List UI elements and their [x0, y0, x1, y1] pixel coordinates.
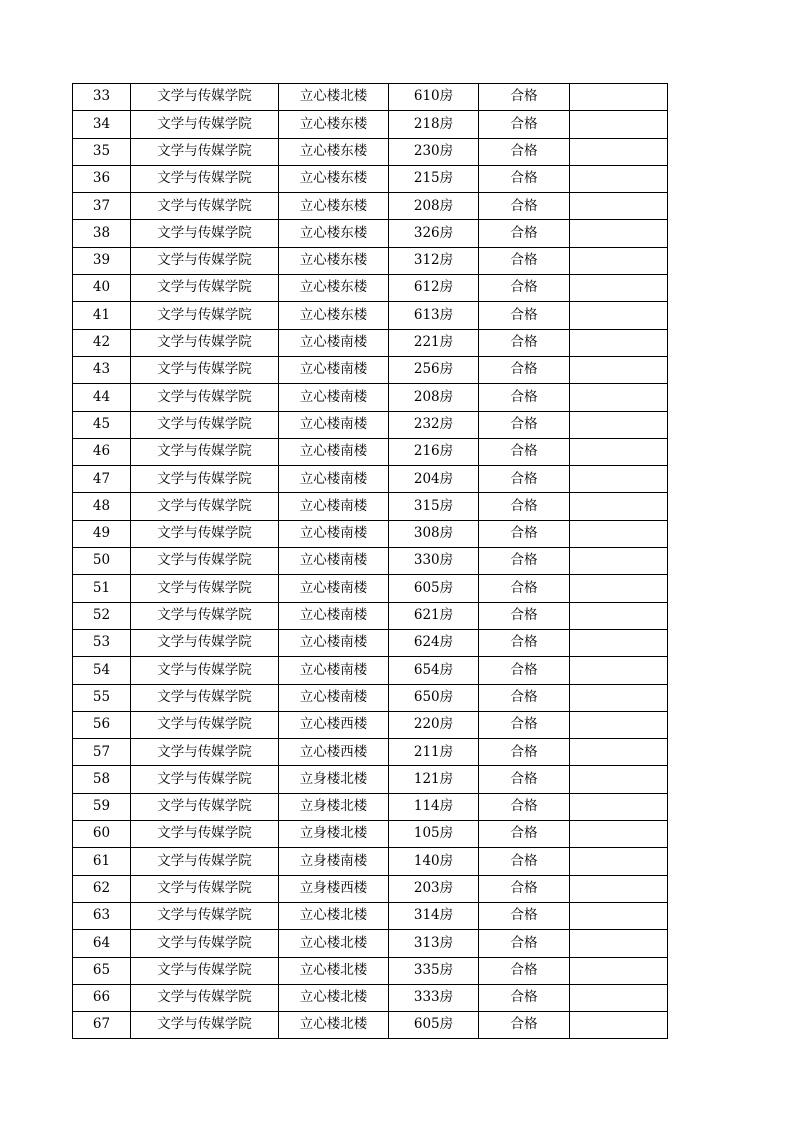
college-cell: 文学与传媒学院	[131, 220, 279, 247]
college-cell: 文学与传媒学院	[131, 193, 279, 220]
note-cell	[570, 957, 668, 984]
row-number-cell: 66	[73, 984, 131, 1011]
result-cell: 合格	[479, 793, 570, 820]
table-row	[73, 711, 668, 738]
room-cell: 256房	[389, 356, 479, 383]
result-cell: 合格	[479, 821, 570, 848]
note-cell	[570, 438, 668, 465]
table-row	[73, 821, 668, 848]
result-cell: 合格	[479, 984, 570, 1011]
note-cell	[570, 466, 668, 493]
result-cell: 合格	[479, 739, 570, 766]
note-cell	[570, 275, 668, 302]
room-cell: 654房	[389, 657, 479, 684]
room-cell: 204房	[389, 466, 479, 493]
table-row	[73, 84, 668, 111]
table-row	[73, 984, 668, 1011]
note-cell	[570, 493, 668, 520]
building-cell: 立心楼北楼	[279, 84, 389, 111]
college-cell: 文学与传媒学院	[131, 575, 279, 602]
building-cell: 立身楼南楼	[279, 848, 389, 875]
result-cell: 合格	[479, 548, 570, 575]
table-body	[73, 84, 668, 1039]
building-cell: 立心楼南楼	[279, 602, 389, 629]
room-cell: 218房	[389, 111, 479, 138]
building-cell: 立心楼南楼	[279, 438, 389, 465]
building-cell: 立身楼西楼	[279, 875, 389, 902]
college-cell: 文学与传媒学院	[131, 739, 279, 766]
note-cell	[570, 302, 668, 329]
table-row	[73, 466, 668, 493]
room-cell: 333房	[389, 984, 479, 1011]
college-cell: 文学与传媒学院	[131, 438, 279, 465]
row-number-cell: 52	[73, 602, 131, 629]
result-cell: 合格	[479, 848, 570, 875]
room-cell: 216房	[389, 438, 479, 465]
note-cell	[570, 1012, 668, 1039]
result-cell: 合格	[479, 930, 570, 957]
table-row	[73, 793, 668, 820]
college-cell: 文学与传媒学院	[131, 275, 279, 302]
note-cell	[570, 138, 668, 165]
result-cell: 合格	[479, 766, 570, 793]
result-cell: 合格	[479, 875, 570, 902]
result-cell: 合格	[479, 329, 570, 356]
room-cell: 308房	[389, 520, 479, 547]
row-number-cell: 67	[73, 1012, 131, 1039]
note-cell	[570, 984, 668, 1011]
note-cell	[570, 165, 668, 192]
note-cell	[570, 711, 668, 738]
room-cell: 220房	[389, 711, 479, 738]
building-cell: 立心楼东楼	[279, 247, 389, 274]
note-cell	[570, 220, 668, 247]
room-cell: 605房	[389, 575, 479, 602]
college-cell: 文学与传媒学院	[131, 984, 279, 1011]
room-cell: 121房	[389, 766, 479, 793]
room-cell: 624房	[389, 629, 479, 656]
college-cell: 文学与传媒学院	[131, 247, 279, 274]
building-cell: 立心楼东楼	[279, 302, 389, 329]
table-row	[73, 930, 668, 957]
row-number-cell: 46	[73, 438, 131, 465]
result-cell: 合格	[479, 356, 570, 383]
result-cell: 合格	[479, 902, 570, 929]
building-cell: 立身楼北楼	[279, 793, 389, 820]
room-cell: 215房	[389, 165, 479, 192]
building-cell: 立心楼北楼	[279, 1012, 389, 1039]
row-number-cell: 58	[73, 766, 131, 793]
note-cell	[570, 575, 668, 602]
result-cell: 合格	[479, 384, 570, 411]
room-cell: 211房	[389, 739, 479, 766]
table-row	[73, 493, 668, 520]
result-cell: 合格	[479, 957, 570, 984]
result-cell: 合格	[479, 165, 570, 192]
table-row	[73, 220, 668, 247]
building-cell: 立心楼北楼	[279, 984, 389, 1011]
note-cell	[570, 902, 668, 929]
inspection-table	[72, 83, 668, 1039]
note-cell	[570, 684, 668, 711]
college-cell: 文学与传媒学院	[131, 657, 279, 684]
row-number-cell: 51	[73, 575, 131, 602]
row-number-cell: 43	[73, 356, 131, 383]
building-cell: 立心楼南楼	[279, 548, 389, 575]
college-cell: 文学与传媒学院	[131, 356, 279, 383]
college-cell: 文学与传媒学院	[131, 1012, 279, 1039]
room-cell: 230房	[389, 138, 479, 165]
building-cell: 立心楼南楼	[279, 356, 389, 383]
result-cell: 合格	[479, 711, 570, 738]
note-cell	[570, 930, 668, 957]
room-cell: 114房	[389, 793, 479, 820]
row-number-cell: 35	[73, 138, 131, 165]
note-cell	[570, 766, 668, 793]
row-number-cell: 34	[73, 111, 131, 138]
college-cell: 文学与传媒学院	[131, 711, 279, 738]
room-cell: 326房	[389, 220, 479, 247]
table-row	[73, 329, 668, 356]
room-cell: 314房	[389, 902, 479, 929]
row-number-cell: 53	[73, 629, 131, 656]
row-number-cell: 37	[73, 193, 131, 220]
note-cell	[570, 657, 668, 684]
note-cell	[570, 247, 668, 274]
row-number-cell: 42	[73, 329, 131, 356]
result-cell: 合格	[479, 438, 570, 465]
result-cell: 合格	[479, 602, 570, 629]
result-cell: 合格	[479, 275, 570, 302]
room-cell: 312房	[389, 247, 479, 274]
row-number-cell: 47	[73, 466, 131, 493]
building-cell: 立心楼南楼	[279, 684, 389, 711]
building-cell: 立心楼东楼	[279, 220, 389, 247]
row-number-cell: 60	[73, 821, 131, 848]
note-cell	[570, 520, 668, 547]
note-cell	[570, 111, 668, 138]
note-cell	[570, 875, 668, 902]
result-cell: 合格	[479, 684, 570, 711]
building-cell: 立心楼东楼	[279, 165, 389, 192]
row-number-cell: 50	[73, 548, 131, 575]
table-row	[73, 520, 668, 547]
room-cell: 610房	[389, 84, 479, 111]
row-number-cell: 57	[73, 739, 131, 766]
building-cell: 立身楼北楼	[279, 821, 389, 848]
table-row	[73, 356, 668, 383]
result-cell: 合格	[479, 220, 570, 247]
room-cell: 612房	[389, 275, 479, 302]
result-cell: 合格	[479, 193, 570, 220]
result-cell: 合格	[479, 247, 570, 274]
building-cell: 立心楼南楼	[279, 657, 389, 684]
college-cell: 文学与传媒学院	[131, 111, 279, 138]
college-cell: 文学与传媒学院	[131, 821, 279, 848]
table-row	[73, 629, 668, 656]
room-cell: 313房	[389, 930, 479, 957]
row-number-cell: 40	[73, 275, 131, 302]
building-cell: 立身楼北楼	[279, 766, 389, 793]
result-cell: 合格	[479, 84, 570, 111]
college-cell: 文学与传媒学院	[131, 957, 279, 984]
result-cell: 合格	[479, 138, 570, 165]
row-number-cell: 55	[73, 684, 131, 711]
building-cell: 立心楼北楼	[279, 930, 389, 957]
room-cell: 208房	[389, 384, 479, 411]
table-row	[73, 111, 668, 138]
table-row	[73, 411, 668, 438]
row-number-cell: 62	[73, 875, 131, 902]
room-cell: 330房	[389, 548, 479, 575]
result-cell: 合格	[479, 111, 570, 138]
college-cell: 文学与传媒学院	[131, 384, 279, 411]
college-cell: 文学与传媒学院	[131, 875, 279, 902]
college-cell: 文学与传媒学院	[131, 329, 279, 356]
college-cell: 文学与传媒学院	[131, 466, 279, 493]
building-cell: 立心楼北楼	[279, 957, 389, 984]
table-row	[73, 1012, 668, 1039]
table-row	[73, 548, 668, 575]
table-row	[73, 247, 668, 274]
room-cell: 315房	[389, 493, 479, 520]
row-number-cell: 44	[73, 384, 131, 411]
table-row	[73, 684, 668, 711]
college-cell: 文学与传媒学院	[131, 629, 279, 656]
college-cell: 文学与传媒学院	[131, 930, 279, 957]
building-cell: 立心楼南楼	[279, 329, 389, 356]
room-cell: 613房	[389, 302, 479, 329]
result-cell: 合格	[479, 575, 570, 602]
row-number-cell: 39	[73, 247, 131, 274]
building-cell: 立心楼南楼	[279, 575, 389, 602]
table-row	[73, 602, 668, 629]
row-number-cell: 54	[73, 657, 131, 684]
room-cell: 232房	[389, 411, 479, 438]
college-cell: 文学与传媒学院	[131, 493, 279, 520]
college-cell: 文学与传媒学院	[131, 411, 279, 438]
college-cell: 文学与传媒学院	[131, 793, 279, 820]
result-cell: 合格	[479, 520, 570, 547]
result-cell: 合格	[479, 629, 570, 656]
table-row	[73, 384, 668, 411]
table-row	[73, 957, 668, 984]
note-cell	[570, 629, 668, 656]
room-cell: 605房	[389, 1012, 479, 1039]
table-row	[73, 766, 668, 793]
college-cell: 文学与传媒学院	[131, 138, 279, 165]
building-cell: 立心楼东楼	[279, 275, 389, 302]
note-cell	[570, 84, 668, 111]
building-cell: 立心楼南楼	[279, 411, 389, 438]
note-cell	[570, 356, 668, 383]
row-number-cell: 48	[73, 493, 131, 520]
room-cell: 335房	[389, 957, 479, 984]
table-row	[73, 193, 668, 220]
table-row	[73, 575, 668, 602]
college-cell: 文学与传媒学院	[131, 520, 279, 547]
building-cell: 立心楼东楼	[279, 193, 389, 220]
table-row	[73, 657, 668, 684]
building-cell: 立心楼南楼	[279, 520, 389, 547]
table-row	[73, 165, 668, 192]
college-cell: 文学与传媒学院	[131, 902, 279, 929]
room-cell: 203房	[389, 875, 479, 902]
college-cell: 文学与传媒学院	[131, 848, 279, 875]
building-cell: 立心楼南楼	[279, 493, 389, 520]
building-cell: 立心楼南楼	[279, 466, 389, 493]
row-number-cell: 49	[73, 520, 131, 547]
note-cell	[570, 193, 668, 220]
result-cell: 合格	[479, 466, 570, 493]
note-cell	[570, 384, 668, 411]
table-row	[73, 902, 668, 929]
row-number-cell: 33	[73, 84, 131, 111]
college-cell: 文学与传媒学院	[131, 165, 279, 192]
row-number-cell: 59	[73, 793, 131, 820]
row-number-cell: 41	[73, 302, 131, 329]
room-cell: 650房	[389, 684, 479, 711]
note-cell	[570, 602, 668, 629]
result-cell: 合格	[479, 302, 570, 329]
table-row	[73, 875, 668, 902]
note-cell	[570, 793, 668, 820]
row-number-cell: 38	[73, 220, 131, 247]
note-cell	[570, 739, 668, 766]
college-cell: 文学与传媒学院	[131, 766, 279, 793]
note-cell	[570, 411, 668, 438]
building-cell: 立心楼东楼	[279, 111, 389, 138]
note-cell	[570, 848, 668, 875]
college-cell: 文学与传媒学院	[131, 602, 279, 629]
note-cell	[570, 329, 668, 356]
building-cell: 立心楼南楼	[279, 384, 389, 411]
table-row	[73, 848, 668, 875]
room-cell: 621房	[389, 602, 479, 629]
result-cell: 合格	[479, 493, 570, 520]
table-row	[73, 302, 668, 329]
room-cell: 105房	[389, 821, 479, 848]
college-cell: 文学与传媒学院	[131, 684, 279, 711]
row-number-cell: 65	[73, 957, 131, 984]
building-cell: 立心楼东楼	[279, 138, 389, 165]
table-row	[73, 275, 668, 302]
building-cell: 立心楼北楼	[279, 902, 389, 929]
room-cell: 221房	[389, 329, 479, 356]
college-cell: 文学与传媒学院	[131, 548, 279, 575]
room-cell: 140房	[389, 848, 479, 875]
result-cell: 合格	[479, 657, 570, 684]
row-number-cell: 56	[73, 711, 131, 738]
row-number-cell: 63	[73, 902, 131, 929]
row-number-cell: 36	[73, 165, 131, 192]
row-number-cell: 45	[73, 411, 131, 438]
result-cell: 合格	[479, 1012, 570, 1039]
row-number-cell: 64	[73, 930, 131, 957]
table-row	[73, 739, 668, 766]
row-number-cell: 61	[73, 848, 131, 875]
note-cell	[570, 821, 668, 848]
table-row	[73, 138, 668, 165]
note-cell	[570, 548, 668, 575]
college-cell: 文学与传媒学院	[131, 302, 279, 329]
result-cell: 合格	[479, 411, 570, 438]
building-cell: 立心楼西楼	[279, 711, 389, 738]
college-cell: 文学与传媒学院	[131, 84, 279, 111]
building-cell: 立心楼西楼	[279, 739, 389, 766]
building-cell: 立心楼南楼	[279, 629, 389, 656]
room-cell: 208房	[389, 193, 479, 220]
table-row	[73, 438, 668, 465]
